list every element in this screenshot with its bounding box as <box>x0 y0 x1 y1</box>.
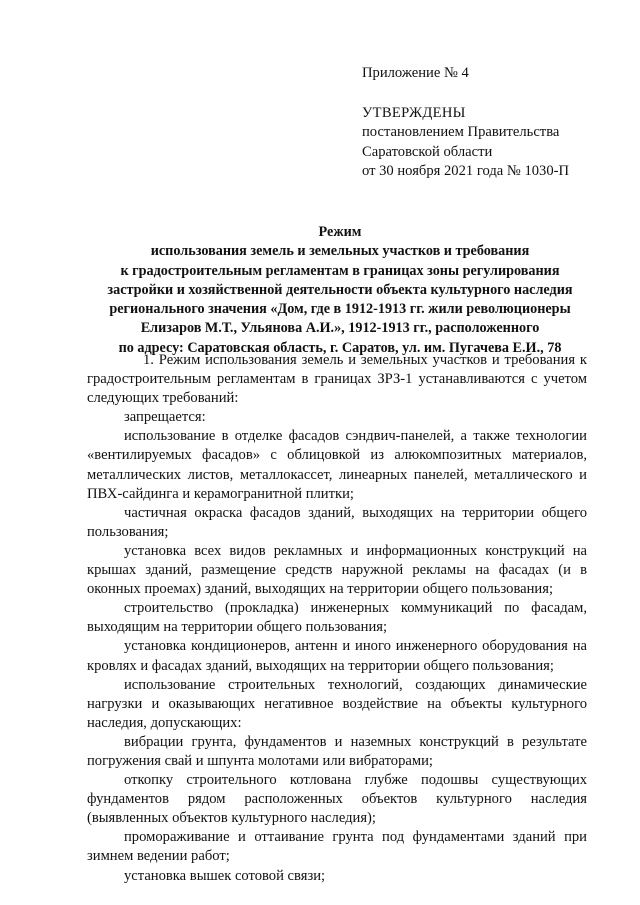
title-line: к градостроительным регламентам в границах зоны регулирования <box>120 262 560 279</box>
title-line: застройки и хозяйственной деятельности объекта культурного наследия <box>107 281 573 298</box>
title-line: Елизаров М.Т., Ульянова А.И.», 1912-1913 гг., расположенного <box>140 320 540 337</box>
body-paragraph: промораживание и оттаивание грунта под фундаментами зданий при зимнем ведении работ; <box>87 829 587 865</box>
body-paragraph: откопку строительного котлована глубже подошвы существующих фундаментов рядом расположенных объектов культурного наследия (выявленных объектов культурного наследия); <box>87 772 587 827</box>
body-paragraph: установка всех видов рекламных и информационных конструкций на крышах зданий, размещение средств наружной рекламы на фасадах (и в оконных проемах) зданий, выходящих на территории общего пользования; <box>87 542 587 598</box>
title-line: использования земель и земельных участков и требования <box>150 243 530 260</box>
approval-line: постановлением Правительства <box>362 124 560 140</box>
body-paragraph: использование в отделке фасадов сэндвич-панелей, а также технологии «вентилируемых фасадов» с облицовкой из алюкомпозитных материалов, металлических листов, металлокассет, линеарных панелей, металлического и ПВХ-сайдинга и керамогранитной плитки; <box>87 428 587 502</box>
body-paragraph: установка вышек сотовой связи; <box>124 867 326 884</box>
title-line: регионального значения «Дом, где в 1912-1913 гг. жили революционеры <box>109 301 571 318</box>
title-heading: Режим <box>318 224 362 240</box>
body-paragraph: установка кондиционеров, антенн и иного инженерного оборудования на кровлях и фасадах зданий, выходящих на территории общего пользования; <box>87 638 587 674</box>
approval-line: Саратовской области <box>362 143 493 160</box>
title-line: по адресу: Саратовская область, г. Саратов, ул. им. Пугачева Е.И., 78 <box>118 339 562 356</box>
document-title <box>60 223 620 358</box>
document-body <box>87 351 587 886</box>
annex-number: Приложение № 4 <box>362 65 469 81</box>
approval-line: от 30 ноября 2021 года № 1030-П <box>362 163 570 179</box>
body-paragraph: вибрации грунта, фундаментов и наземных конструкций в результате погружения свай и шпунта молотами или вибраторами; <box>87 733 587 769</box>
body-paragraph: запрещается: <box>124 409 206 426</box>
body-paragraph: использование строительных технологий, создающих динамические нагрузки и оказывающих негативное воздействие на объекты культурного наследия, допускающих: <box>87 676 587 731</box>
body-paragraph: частичная окраска фасадов зданий, выходящих на территории общего пользования; <box>87 504 587 540</box>
approved-label: УТВЕРЖДЕНЫ <box>362 104 466 121</box>
body-paragraph: строительство (прокладка) инженерных коммуникаций по фасадам, выходящим на территории общего пользования; <box>87 600 587 636</box>
body-paragraph: 1. Режим использования земель и земельных участков и требования к градостроительным регламентам в границах ЗРЗ-1 устанавливаются с учетом следующих требований: <box>87 352 587 407</box>
approval-block <box>362 64 622 182</box>
